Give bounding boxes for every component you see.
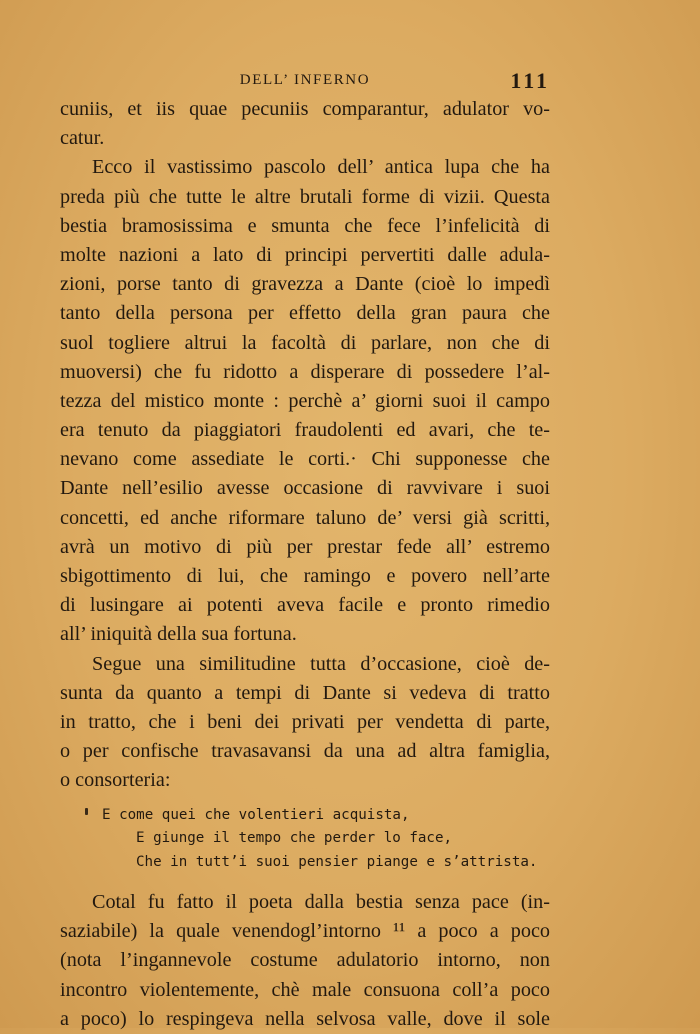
ink-mark xyxy=(85,808,88,815)
text-line: incontro violentemente, chè male consuona coll’a poco xyxy=(60,978,550,1001)
text-line: a poco) lo respingeva nella selvosa valle, dove il sole xyxy=(60,1007,550,1030)
body-text xyxy=(60,95,550,1034)
text-line: Segue una similitudine tutta d’occasione, cioè de- xyxy=(92,652,550,675)
text-line: di lusingare ai potenti aveva facile e pronto rimedio xyxy=(60,594,550,617)
text-line: tezza del mistico monte : perchè a’ giorni suoi il campo xyxy=(60,389,550,412)
text-line: era tenuto da piaggiatori fraudolenti ed avari, che te- xyxy=(60,419,550,442)
text-line: sbigottimento di lui, che ramingo e povero nell’arte xyxy=(60,565,550,587)
text-line: avrà un motivo di più per prestar fede all’ estremo xyxy=(60,535,550,558)
text-line: preda più che tutte le altre brutali forme di vizii. Questa xyxy=(60,185,550,208)
text-line: concetti, ed anche riformare taluno de’ versi già scritti, xyxy=(60,506,550,529)
text-line: Cotal fu fatto il poeta dalla bestia senza pace (in- xyxy=(92,891,550,913)
verse-line: E come quei che volentieri acquista, xyxy=(102,806,410,823)
verse-quotation xyxy=(60,804,550,875)
text-line: o consorteria: xyxy=(60,769,171,792)
text-line: saziabile) la quale venendogl’intorno ¹¹ a poco a poco xyxy=(60,920,550,943)
text-line: suol togliere altrui la facoltà di parlare, non che di xyxy=(60,331,550,354)
text-line: Dante nell’esilio avesse occasione di ravvivare i suoi xyxy=(60,477,550,500)
text-line: cuniis, et iis quae pecuniis comparantur, adulator vo- xyxy=(60,98,550,120)
text-line: catur. xyxy=(60,127,105,150)
text-line: nevano come assediate le corti.· Chi supponesse che xyxy=(60,448,550,471)
verse-line: Che in tutt’i suoi pensier piange e s’attrista. xyxy=(136,853,538,870)
text-line: in tratto, che i beni dei privati per vendetta di parte, xyxy=(60,710,550,733)
text-line: tanto della persona per effetto della gran paura che xyxy=(60,302,550,325)
text-line: bestia bramosissima e smunta che fece l’infelicità di xyxy=(60,214,550,237)
text-line: (nota l’ingannevole costume adulatorio intorno, non xyxy=(60,949,550,972)
text-line: muoversi) che fu ridotto a disperare di possedere l’al- xyxy=(60,360,550,383)
text-line: sunta da quanto a tempi di Dante si vedeva di tratto xyxy=(60,681,550,704)
text-line: Ecco il vastissimo pascolo dell’ antica lupa che ha xyxy=(92,156,550,179)
running-head xyxy=(60,68,550,94)
running-head-title: DELL’ INFERNO xyxy=(239,72,371,88)
text-line: zioni, porse tanto di gravezza a Dante (cioè lo impedì xyxy=(60,273,550,296)
text-line: o per confische travasavansi da una ad altra famiglia, xyxy=(60,740,550,763)
text-line: molte nazioni a lato di principi pervertiti dalle adula- xyxy=(60,243,550,266)
verse-line: E giunge il tempo che perder lo face, xyxy=(136,830,453,846)
page-number: 111 xyxy=(510,68,550,93)
text-line: all’ iniquità della sua fortuna. xyxy=(60,623,297,646)
